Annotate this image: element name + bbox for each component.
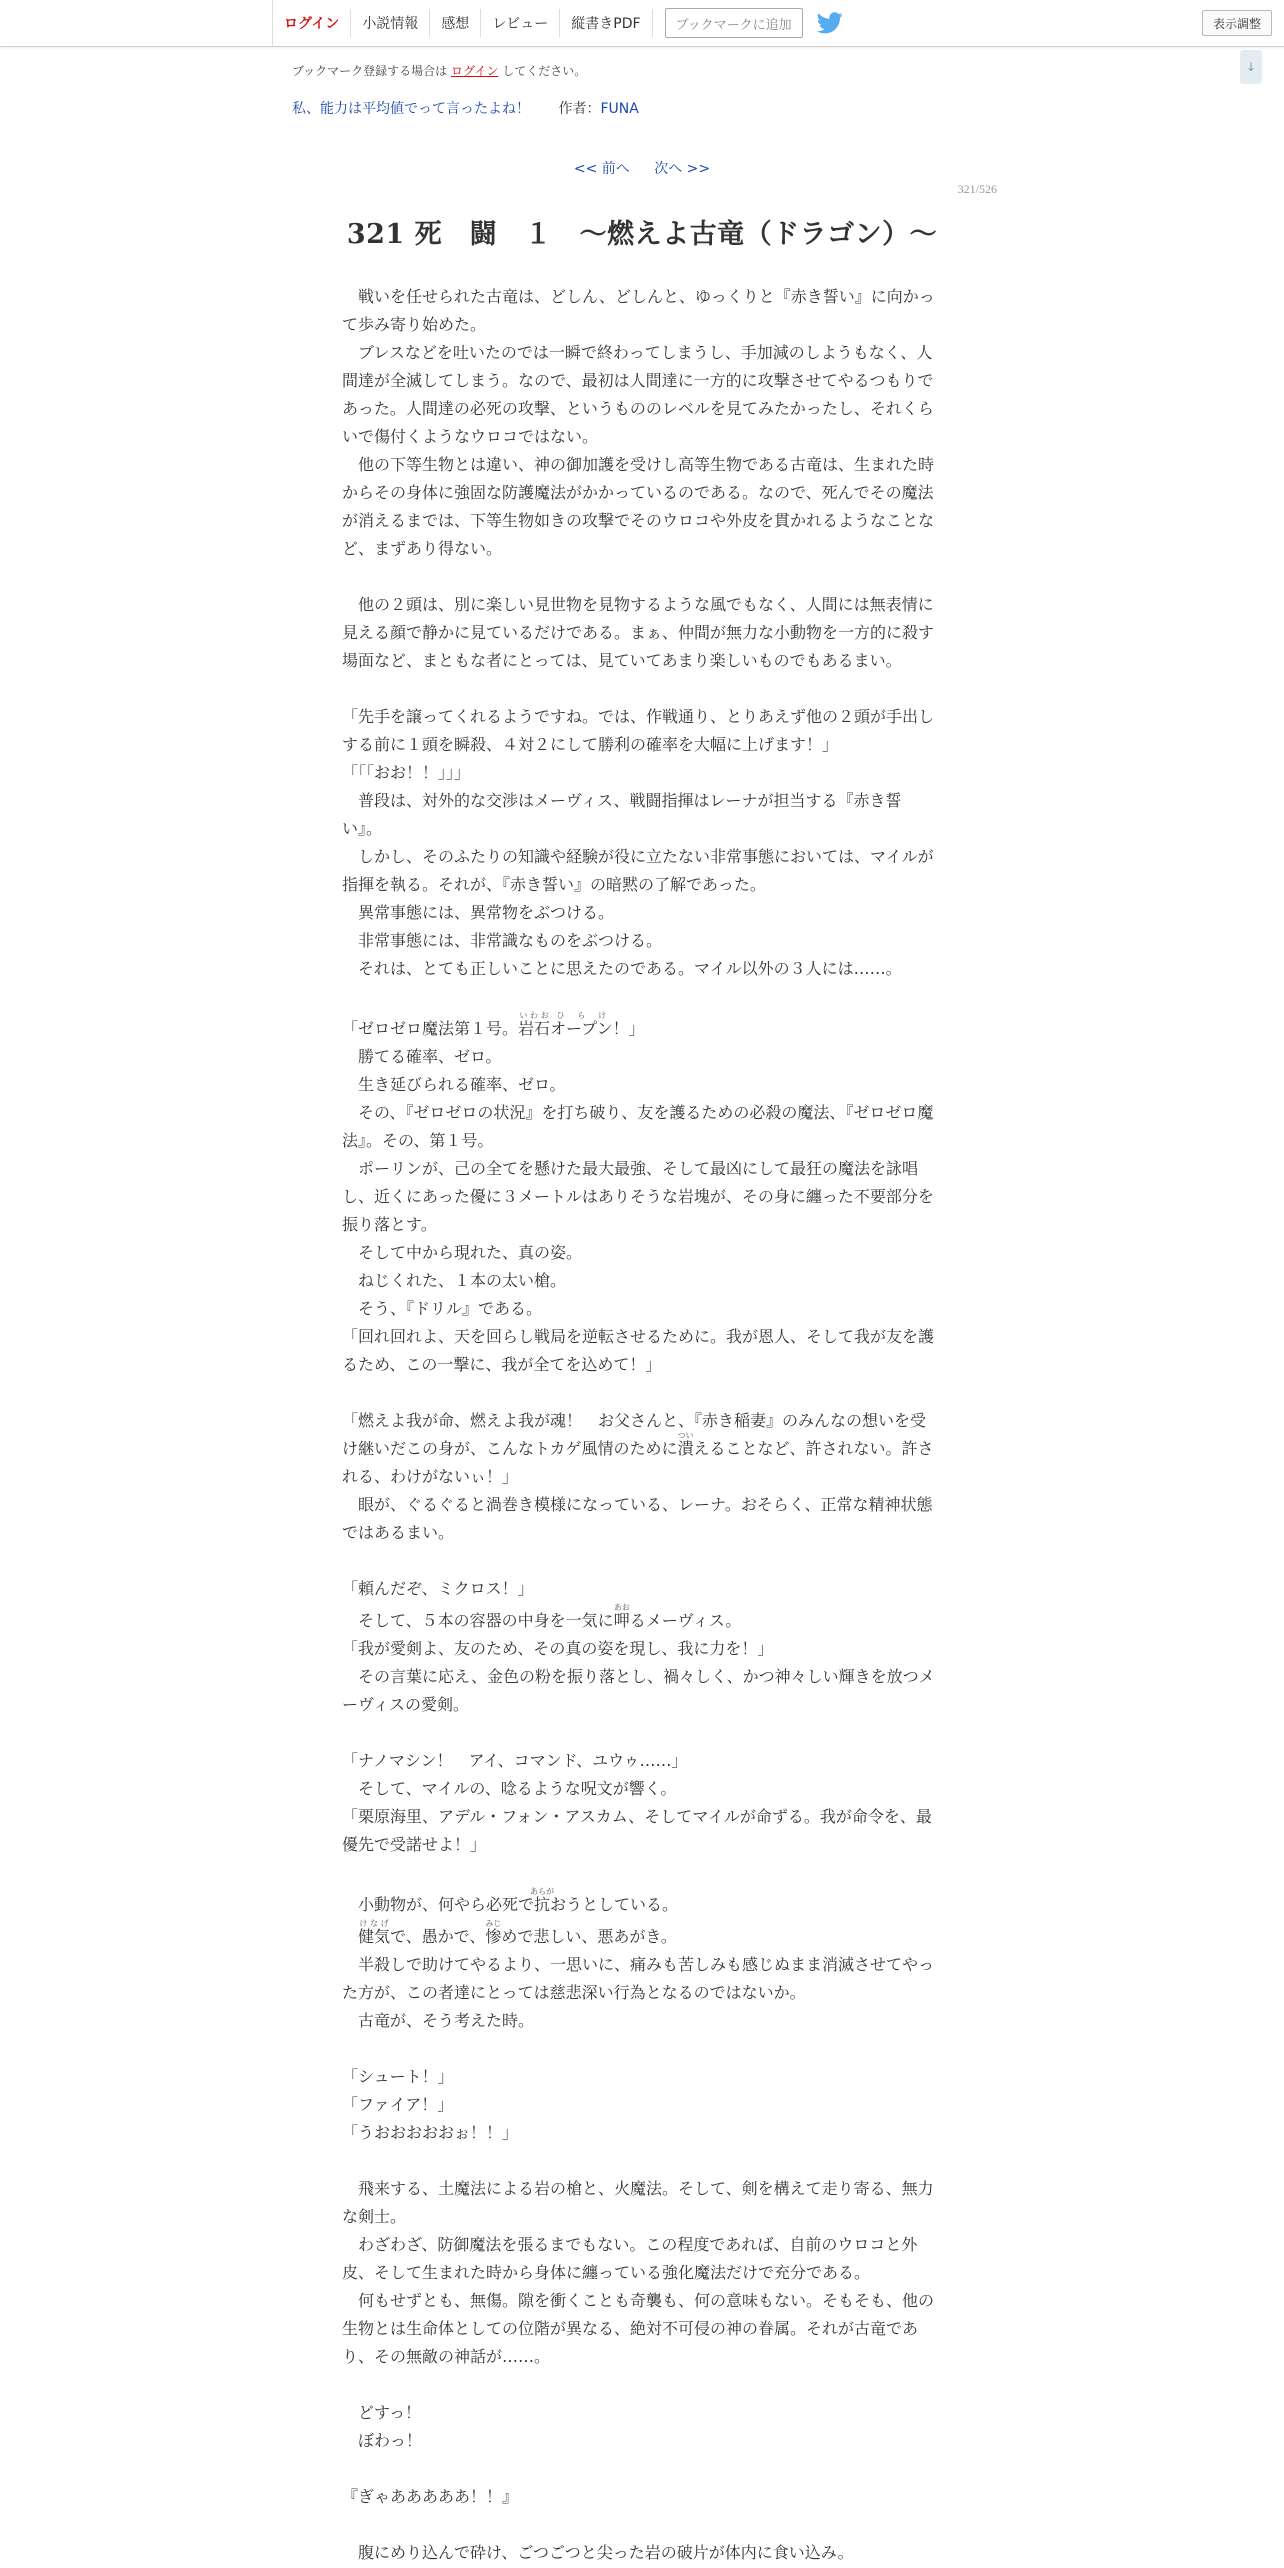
bookmark-add-button[interactable]: ブックマークに追加 [665, 8, 803, 38]
body-paragraph: 他の下等生物とは違い、神の御加護を受けし高等生物である古竜は、生まれた時からその身体に強固な防護魔法がかかっているのである。なので、死んでその魔法が消えるまでは、下等生物如きの攻撃でそのウロコや外皮を貫かれるようなことなど、まずあり得ない。 [342, 455, 935, 558]
body-paragraph [342, 2511, 936, 2539]
nav-review[interactable]: レビュー [481, 9, 560, 37]
body-paragraph: 「ファイア！」 [342, 2095, 454, 2114]
ruby-text: あお [613, 1603, 630, 1612]
body-paragraph: 非常事態には、非常識なものをぶつける。 [342, 931, 663, 950]
body-paragraph [342, 563, 936, 591]
ruby-text: ひらけ [550, 1011, 613, 1020]
nav-menu [272, 0, 843, 46]
body-paragraph: 「頼んだぞ、ミクロス！」 [342, 1579, 534, 1598]
body-paragraph: 古竜が、そう考えた時。 [342, 2011, 535, 2030]
novel-info-line [292, 98, 639, 118]
body-paragraph: その言葉に応え、金色の粉を振り落とし、禍々しく、かつ神々しい輝きを放つメーヴィスの愛剣。 [342, 1667, 935, 1714]
ruby-text: みじ [485, 1919, 502, 1928]
body-paragraph: 腹にめり込んで砕け、ごつごつと尖った岩の破片が体内に食い込み。 [342, 2543, 854, 2562]
text-run: 小動物が、何やら必死で [342, 1895, 535, 1914]
body-paragraph [342, 1603, 936, 1635]
body-paragraph: その、『ゼロゼロの状況』を打ち破り、友を護るための必殺の魔法、『ゼロゼロ魔法』。その、第１号。 [342, 1103, 934, 1150]
body-paragraph: 飛来する、土魔法による岩の槍と、火魔法。そして、剣を構えて走り寄る、無力な剣士。 [342, 2179, 934, 2226]
body-paragraph: 「ナノマシン！ アイ、コマンド、ユウゥ……」 [342, 1751, 688, 1770]
ruby-text: いわお [518, 1011, 551, 1020]
body-paragraph: それは、とても正しいことに思えたのである。マイル以外の３人には……。 [342, 959, 902, 978]
ruby-annotation [550, 1011, 613, 1038]
body-paragraph: ねじくれた、１本の太い槍。 [342, 1271, 567, 1290]
body-paragraph: 「うおおおおおぉ！！」 [342, 2123, 519, 2142]
ruby-text: あらが [530, 1887, 555, 1896]
prev-chapter-link[interactable]: << 前へ [573, 161, 630, 177]
note-login-link[interactable]: ログイン [451, 64, 499, 78]
scroll-down-button[interactable] [1240, 50, 1262, 84]
ruby-base: 潰 [677, 1439, 694, 1458]
author-label: 作者： [558, 101, 601, 117]
text-run: 「ゼロゼロ魔法第１号。 [342, 1019, 519, 1038]
body-paragraph: 眼が、ぐるぐると渦巻き模様になっている、レーナ。おそらく、正常な精神状態ではあるまい。 [342, 1495, 933, 1542]
body-paragraph [342, 2371, 936, 2399]
body-paragraph [342, 1919, 936, 1951]
ruby-text: つい [677, 1431, 694, 1440]
ruby-annotation [613, 1603, 630, 1630]
body-paragraph [342, 1011, 936, 1043]
author-link[interactable]: FUNA [600, 101, 639, 117]
body-paragraph [342, 1859, 936, 1887]
display-settings-button[interactable]: 表示調整 [1202, 10, 1272, 36]
top-nav-bar [0, 0, 1284, 47]
body-paragraph: 「「「おお！！」」」 [342, 763, 471, 782]
text-run: ！」 [612, 1019, 645, 1038]
text-run [342, 1927, 358, 1946]
body-paragraph [342, 1379, 936, 1407]
body-paragraph: そう、『ドリル』である。 [342, 1299, 543, 1318]
nav-novel-info[interactable]: 小説情報 [351, 9, 430, 37]
body-paragraph: 「先手を譲ってくれるようですね。では、作戦通り、とりあえず他の２頭が手出しする前に１頭を瞬殺、４対２にして勝利の確率を大幅に上げます！」 [342, 707, 935, 754]
body-paragraph: 何もせずとも、無傷。隙を衝くことも奇襲も、何の意味もない。そもそも、他の生物とは生命体としての位階が異なる、絶対不可侵の神の眷属。それが古竜であり、その無敵の神話が……。 [342, 2291, 935, 2366]
note-before: ブックマーク登録する場合は [292, 64, 448, 78]
body-paragraph: ポーリンが、己の全てを懸けた最大最強、そして最凶にして最狂の魔法を詠唱し、近くにあった優に３メートルはありそうな岩塊が、その身に纏った不要部分を振り落とす。 [342, 1159, 934, 1234]
chapter-counter: 321/526 [957, 182, 997, 196]
text-run: そして、５本の容器の中身を一気に [342, 1611, 614, 1630]
body-paragraph [342, 1719, 936, 1747]
body-paragraph: 「我が愛剣よ、友のため、その真の姿を現し、我に力を！」 [342, 1639, 774, 1658]
ruby-annotation [677, 1431, 694, 1458]
twitter-share-button[interactable] [817, 12, 843, 34]
body-paragraph: そして、マイルの、唸るような呪文が響く。 [342, 1779, 677, 1798]
body-paragraph: 「回れ回れよ、天を回らし戦局を逆転させるために。我が恩人、そして我が友を護るため、この一撃に、我が全てを込めて！」 [342, 1327, 935, 1374]
ruby-annotation [358, 1919, 391, 1946]
ruby-base: 呷 [613, 1611, 630, 1630]
body-paragraph [342, 1407, 936, 1491]
ruby-annotation [485, 1919, 502, 1946]
next-chapter-link[interactable]: 次へ >> [654, 161, 711, 177]
body-paragraph: 他の２頭は、別に楽しい見世物を見物するような風でもなく、人間には無表情に見える顔で静かに見ているだけである。まぁ、仲間が無力な小動物を一方的に殺す場面など、まともな者にとっては、見ていてあまり楽しいものでもあるまい。 [342, 595, 935, 670]
note-after: してください。 [502, 64, 587, 78]
ruby-annotation [530, 1887, 555, 1914]
body-paragraph: どすっ！ [342, 2403, 422, 2422]
nav-vertical-pdf[interactable]: 縦書きPDF [560, 9, 652, 37]
ruby-base: 抗 [530, 1895, 555, 1914]
body-paragraph: 勝てる確率、ゼロ。 [342, 1047, 502, 1066]
chapter-title: 321 死 闘 １ ～燃えよ古竜（ドラゴン）～ [346, 219, 938, 250]
twitter-bird-icon [817, 12, 843, 34]
nav-impressions[interactable]: 感想 [430, 9, 481, 37]
body-paragraph: 戦いを任せられた古竜は、どしん、どしんと、ゆっくりと『赤き誓い』に向かって歩み寄り始めた。 [342, 287, 935, 334]
body-paragraph [342, 675, 936, 703]
body-paragraph [342, 983, 936, 1011]
chapter-body [342, 283, 936, 2567]
body-paragraph: 「栗原海里、アデル・フォン・アスカム、そしてマイルが命ずる。我が命令を、最優先で受諾せよ！」 [342, 1807, 932, 1854]
body-paragraph: 『ぎゃあああああ！！』 [342, 2487, 519, 2506]
body-paragraph: そして中から現れた、真の姿。 [342, 1243, 583, 1262]
ruby-base: 岩石 [518, 1019, 551, 1038]
ruby-base: オープン [550, 1019, 613, 1038]
body-paragraph [342, 2035, 936, 2063]
body-paragraph: 異常事態には、異常物をぶつける。 [342, 903, 615, 922]
text-run: るメーヴィス。 [629, 1611, 742, 1630]
body-paragraph: 生き延びられる確率、ゼロ。 [342, 1075, 566, 1094]
body-paragraph: 「シュート！」 [342, 2067, 454, 2086]
body-paragraph [342, 2455, 936, 2483]
body-paragraph: 半殺しで助けてやるより、一思いに、痛みも苦しみも感じぬまま消滅させてやった方が、この者達にとっては慈悲深い行為となるのではないか。 [342, 1955, 935, 2002]
chapter-pager [0, 158, 1284, 178]
body-paragraph: ブレスなどを吐いたのでは一瞬で終わってしまうし、手加減のしようもなく、人間達が全滅してしまう。なので、最初は人間達に一方的に攻撃させてやるつもりであった。人間達の必死の攻撃、というもののレベルを見てみたかったし、それくらいで傷付くようなウロコではない。 [342, 343, 934, 446]
text-run: えることなど、許されない。許される、わけがないぃ！」 [342, 1439, 934, 1486]
body-paragraph: ぼわっ！ [342, 2431, 422, 2450]
nav-login[interactable]: ログイン [273, 9, 351, 37]
ruby-annotation [518, 1011, 551, 1038]
body-paragraph [342, 2147, 936, 2175]
body-paragraph: 普段は、対外的な交渉はメーヴィス、戦闘指揮はレーナが担当する『赤き誓い』。 [342, 791, 902, 838]
body-paragraph: わざわざ、防御魔法を張るまでもない。この程度であれば、自前のウロコと外皮、そして生まれた時から身体に纏っている強化魔法だけで充分である。 [342, 2235, 918, 2282]
ruby-text: けなげ [358, 1919, 391, 1928]
bookmark-login-note [292, 62, 586, 79]
body-paragraph [342, 1887, 936, 1919]
body-paragraph [342, 1547, 936, 1575]
text-run: 「燃えよ我が命、燃えよ我が魂！ お父さんと、『赤き稲妻』のみんなの想いを受け継いだこの身が、こんなトカゲ風情のために [342, 1411, 927, 1458]
body-paragraph: しかし、そのふたりの知識や経験が役に立たない非常事態においては、マイルが指揮を執る。それが、『赤き誓い』の暗黙の了解であった。 [342, 847, 934, 894]
ruby-base: 健気 [358, 1927, 391, 1946]
text-run: で、愚かで、 [390, 1927, 486, 1946]
novel-title-link[interactable]: 私、能力は平均値でって言ったよね！ [292, 101, 530, 117]
ruby-base: 惨 [485, 1927, 502, 1946]
text-run: おうとしている。 [550, 1895, 679, 1914]
down-arrow-icon: ↓ [1245, 60, 1257, 74]
text-run: めで悲しい、悪あがき。 [501, 1927, 677, 1946]
